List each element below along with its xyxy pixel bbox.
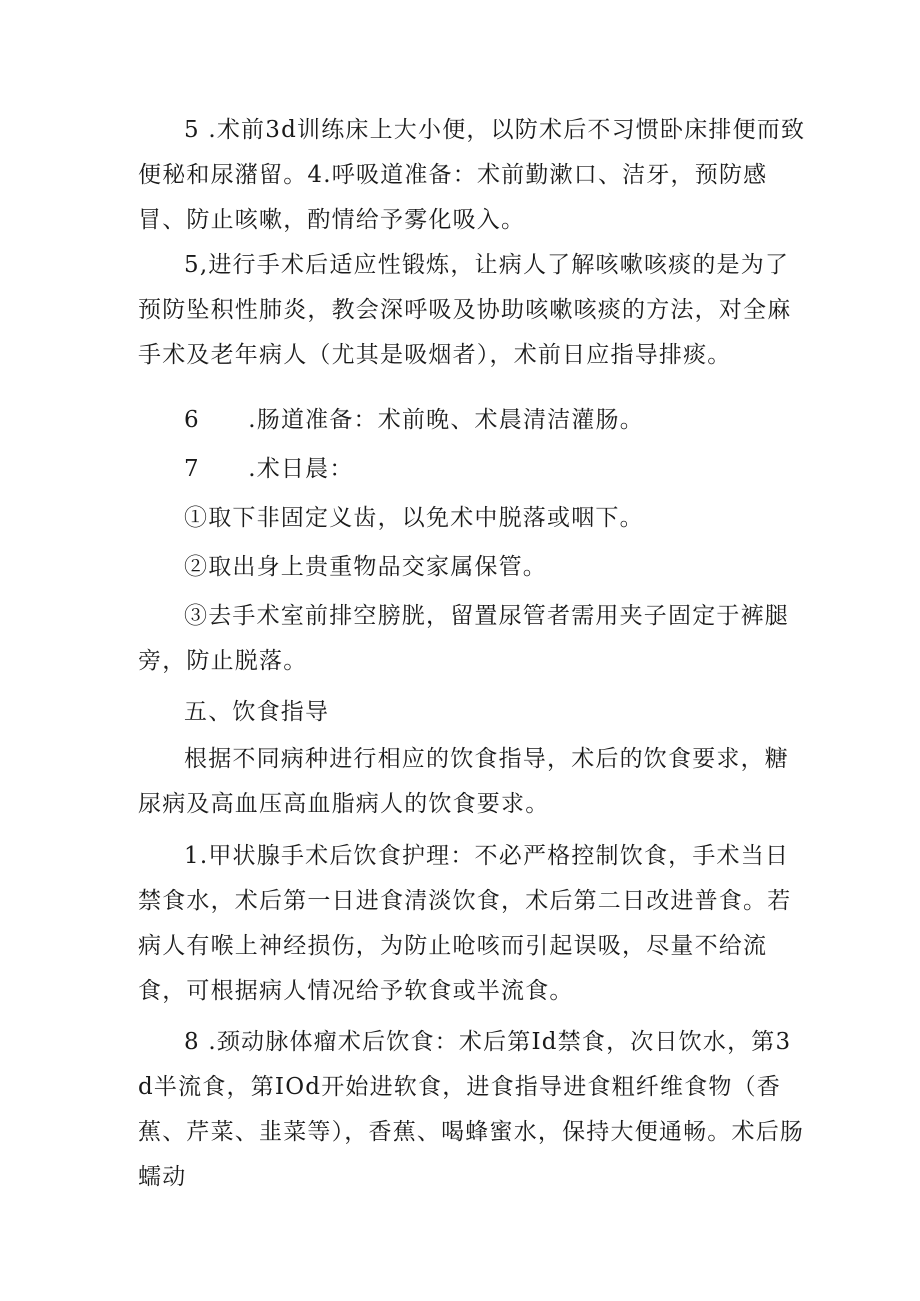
paragraph-dentures: ①取下非固定义齿，以免术中脱落或咽下。 <box>184 505 644 531</box>
paragraph-valuables: ②取出身上贵重物品交家属保管。 <box>184 554 547 580</box>
paragraph-diet-intro: 根据不同病种进行相应的饮食指导，术后的饮食要求，糖尿病及高血压高血脂病人的饮食要求。 <box>138 746 789 817</box>
paragraph-thyroid-diet: 1.甲状腺手术后饮食护理：不必严格控制饮食，手术当日禁食水，术后第一日进食清淡饮食，术后第二日改进普食。若病人有喉上神经损伤，为防止呛咳而引起误吸，尽量不给流食，可根据病人情况给予软食或半流食。 <box>138 843 792 1004</box>
paragraph-adaptive-exercise: 5,进行手术后适应性锻炼，让病人了解咳嗽咳痰的是为了预防坠积性肺炎，教会深呼吸及协助咳嗽咳痰的方法，对全麻手术及老年病人（尤其是吸烟者），术前日应指导排痰。 <box>138 252 792 368</box>
paragraph-bowel-prep: 6 .肠道准备：术前晚、术晨清洁灌肠。 <box>184 407 644 433</box>
paragraph-carotid-diet: 8 .颈动脉体瘤术后饮食：术后第Id禁食，次日饮水，第3d半流食，第IOd开始进软食，进食指导进食粗纤维食物（香蕉、芹菜、韭菜等），香蕉、喝蜂蜜水，保持大便通畅。术后肠蠕动 <box>138 1029 805 1190</box>
paragraph-surgery-morning: 7 .术日晨： <box>184 456 354 482</box>
paragraph-bladder: ③去手术室前排空膀胱，留置尿管者需用夹子固定于裤腿旁，防止脱落。 <box>138 603 789 674</box>
section-heading-diet: 五、饮食指导 <box>184 699 330 725</box>
paragraph-bowel-training: 5 .术前3d训练床上大小便，以防术后不习惯卧床排便而致便秘和尿潴留。4.呼吸道准备：术前勤漱口、洁牙，预防感冒、防止咳嗽，酌情给予雾化吸入。 <box>138 117 806 233</box>
